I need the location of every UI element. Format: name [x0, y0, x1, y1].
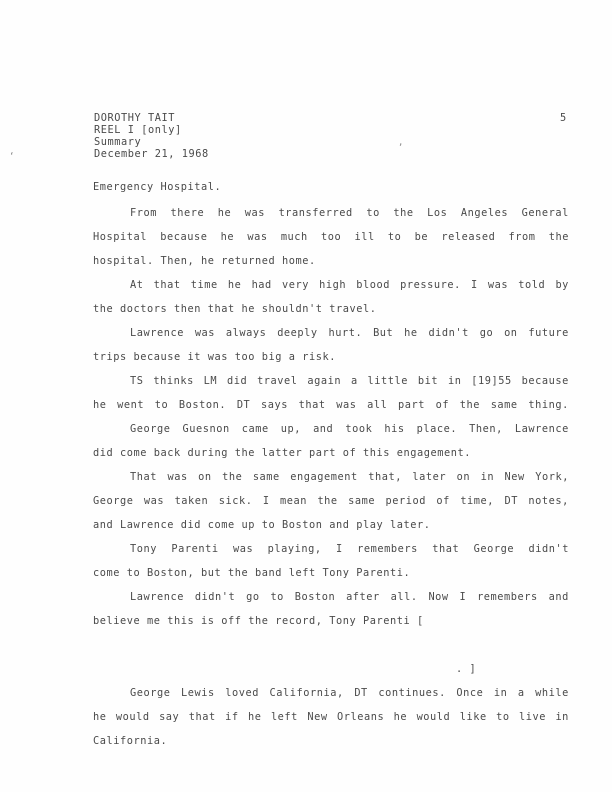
word: to: [366, 207, 380, 219]
word: California,: [269, 687, 344, 699]
word: Lawrence: [130, 591, 184, 603]
document-type: Summary: [94, 136, 142, 148]
word: remembers: [357, 543, 418, 555]
word: too: [321, 231, 342, 243]
word: to: [270, 591, 284, 603]
word: mean: [280, 495, 308, 507]
word: he: [93, 399, 107, 411]
body-line: . ]: [456, 663, 477, 675]
word: But: [373, 327, 394, 339]
word: was: [487, 279, 509, 291]
word: was: [336, 399, 357, 411]
word: engagement: [290, 471, 358, 483]
word: [19]55: [471, 375, 512, 387]
word: hurt.: [328, 327, 363, 339]
word: that: [432, 543, 460, 555]
word: playing,: [267, 543, 322, 555]
body-line: did come back during the latter part of this engagement.: [93, 447, 471, 459]
body-line: [130, 687, 569, 699]
word: time,: [460, 495, 495, 507]
word: thing.: [528, 399, 569, 411]
word: At: [130, 279, 144, 291]
word: Parenti: [171, 543, 219, 555]
word: was: [233, 543, 254, 555]
word: to: [496, 711, 510, 723]
word: was: [194, 327, 216, 339]
body-line: [130, 471, 569, 483]
word: future: [528, 327, 569, 339]
word: in: [480, 471, 495, 483]
word: transferred: [278, 207, 353, 219]
word: that,: [368, 471, 402, 483]
word: was: [247, 231, 268, 243]
word: up,: [280, 423, 302, 435]
word: on: [456, 471, 471, 483]
word: did: [226, 375, 248, 387]
word: Once: [456, 687, 484, 699]
word: he: [404, 327, 418, 339]
word: he: [393, 711, 408, 723]
word: LM: [203, 375, 218, 387]
word: Lewis: [181, 687, 215, 699]
word: Boston: [294, 591, 336, 603]
word: from: [508, 231, 536, 243]
body-line: the doctors then that he shouldn't travel.: [93, 303, 377, 315]
word: Hospital: [93, 231, 147, 243]
word: pressure.: [400, 279, 461, 291]
scan-speck: ‘: [9, 152, 15, 162]
scan-speck: ‚: [398, 138, 404, 148]
word: the: [548, 231, 569, 243]
word: that: [188, 711, 216, 723]
interview-date: December 21, 1968: [94, 148, 209, 160]
word: very: [281, 279, 309, 291]
body-line: [130, 423, 569, 435]
page-number: 5: [560, 112, 567, 124]
word: period: [385, 495, 426, 507]
word: didn't: [528, 543, 569, 555]
word: by: [555, 279, 569, 291]
body-line: believe me this is off the record, Tony Parenti [: [93, 615, 424, 627]
word: came: [241, 423, 269, 435]
word: says: [260, 399, 288, 411]
word: little: [367, 375, 409, 387]
word: be: [414, 231, 429, 243]
word: would: [416, 711, 451, 723]
word: continues.: [378, 687, 446, 699]
interviewee-name: DOROTHY TAIT: [94, 112, 175, 124]
word: was: [143, 495, 165, 507]
word: would: [115, 711, 150, 723]
word: the: [222, 471, 243, 483]
word: later: [412, 471, 447, 483]
word: the: [393, 207, 414, 219]
word: left: [270, 711, 298, 723]
word: always: [225, 327, 267, 339]
word: Lawrence: [130, 327, 184, 339]
body-line: [93, 399, 569, 411]
body-line: [93, 231, 569, 243]
word: Los: [427, 207, 448, 219]
body-line: trips because it was too big a risk.: [93, 351, 336, 363]
word: a: [350, 375, 358, 387]
word: to: [387, 231, 402, 243]
word: George: [130, 687, 171, 699]
word: he: [248, 711, 262, 723]
word: thinks: [153, 375, 194, 387]
word: live: [519, 711, 547, 723]
word: Now: [428, 591, 449, 603]
word: of: [436, 495, 450, 507]
word: place.: [416, 423, 458, 435]
word: all.: [390, 591, 418, 603]
word: if: [225, 711, 239, 723]
body-line: come to Boston, but the band left Tony Parenti.: [93, 567, 411, 579]
word: Orleans: [337, 711, 385, 723]
word: like: [459, 711, 487, 723]
word: bit: [417, 375, 439, 387]
word: ill: [354, 231, 375, 243]
body-line: [130, 327, 569, 339]
word: DT: [354, 687, 368, 699]
body-line: [93, 711, 569, 723]
word: released: [441, 231, 496, 243]
word: his: [384, 423, 405, 435]
word: New: [307, 711, 328, 723]
word: in: [447, 375, 462, 387]
word: Tony: [130, 543, 157, 555]
word: same: [252, 471, 280, 483]
word: Boston.: [178, 399, 227, 411]
word: again: [307, 375, 342, 387]
word: that: [298, 399, 326, 411]
word: and: [313, 423, 334, 435]
word: I: [471, 279, 478, 291]
word: I: [336, 543, 343, 555]
word: go: [479, 327, 494, 339]
body-line: Emergency Hospital.: [93, 181, 222, 193]
word: DT: [504, 495, 518, 507]
word: went: [117, 399, 145, 411]
body-line: [130, 207, 569, 219]
word: I: [262, 495, 270, 507]
word: he: [227, 279, 242, 291]
word: on: [198, 471, 212, 483]
word: didn't: [194, 591, 236, 603]
word: he: [93, 711, 107, 723]
word: DT: [236, 399, 251, 411]
word: George: [473, 543, 515, 555]
word: he: [220, 231, 235, 243]
word: didn't: [428, 327, 469, 339]
word: time: [190, 279, 218, 291]
word: on: [504, 327, 518, 339]
body-line: [93, 495, 569, 507]
word: taken: [174, 495, 209, 507]
word: sick.: [218, 495, 253, 507]
word: same: [490, 399, 518, 411]
word: part: [398, 399, 426, 411]
word: in: [555, 711, 569, 723]
word: much: [280, 231, 308, 243]
body-line: [130, 591, 569, 603]
word: had: [251, 279, 272, 291]
word: the: [317, 495, 338, 507]
word: that: [153, 279, 181, 291]
word: in: [493, 687, 508, 699]
word: there: [170, 207, 205, 219]
word: Guesnon: [182, 423, 230, 435]
body-line: California.: [93, 735, 168, 747]
word: because: [521, 375, 569, 387]
word: was: [244, 207, 266, 219]
word: deeply: [277, 327, 318, 339]
word: George: [130, 423, 171, 435]
word: the: [459, 399, 481, 411]
word: while: [535, 687, 569, 699]
word: and: [548, 591, 569, 603]
word: From: [130, 207, 157, 219]
word: after: [346, 591, 380, 603]
body-line: [130, 279, 569, 291]
word: Lawrence: [514, 423, 569, 435]
body-line: [130, 543, 569, 555]
word: George: [93, 495, 134, 507]
word: was: [167, 471, 188, 483]
word: Then,: [469, 423, 503, 435]
word: took: [345, 423, 373, 435]
word: high: [319, 279, 347, 291]
word: Angeles: [460, 207, 509, 219]
word: TS: [130, 375, 144, 387]
word: same: [348, 495, 376, 507]
word: notes,: [528, 495, 569, 507]
word: a: [517, 687, 525, 699]
word: of: [435, 399, 450, 411]
word: I: [459, 591, 467, 603]
word: say: [159, 711, 180, 723]
word: blood: [356, 279, 390, 291]
word: because: [160, 231, 208, 243]
word: loved: [225, 687, 260, 699]
body-line: hospital. Then, he returned home.: [93, 255, 316, 267]
body-line: [130, 375, 569, 387]
word: he: [217, 207, 232, 219]
word: remembers: [477, 591, 538, 603]
word: all: [367, 399, 388, 411]
word: go: [246, 591, 260, 603]
body-line: and Lawrence did come up to Boston and play later.: [93, 519, 431, 531]
word: That: [130, 471, 157, 483]
reel-label: REEL I [only]: [94, 124, 182, 136]
word: New: [504, 471, 525, 483]
word: to: [154, 399, 169, 411]
word: York,: [535, 471, 569, 483]
word: told: [518, 279, 546, 291]
word: General: [521, 207, 569, 219]
word: travel: [257, 375, 298, 387]
